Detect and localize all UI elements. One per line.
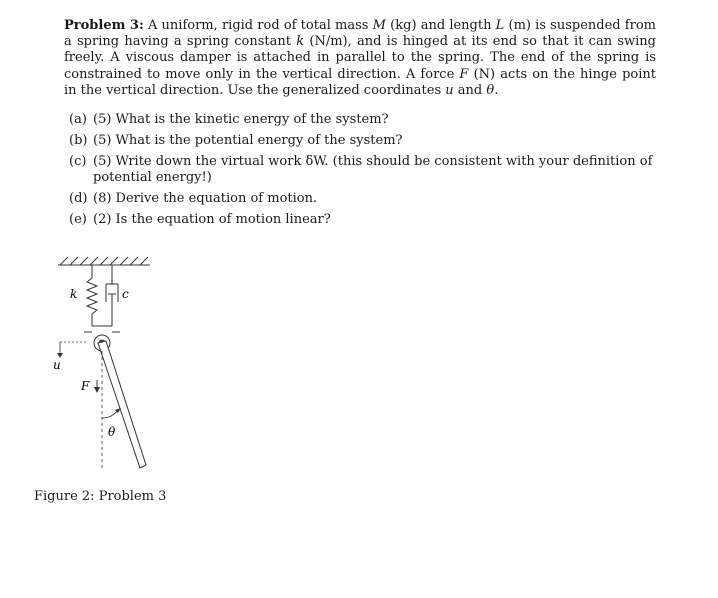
symbol-theta: θ bbox=[486, 82, 495, 98]
question-d bbox=[69, 191, 659, 207]
label-u: u bbox=[53, 358, 61, 372]
figure-caption: Figure 2: Problem 3 bbox=[34, 489, 167, 504]
symbol-k: k bbox=[296, 34, 305, 50]
problem-statement bbox=[64, 18, 656, 99]
question-b bbox=[69, 133, 659, 149]
problem-text: A uniform, rigid rod of total mass bbox=[143, 18, 373, 33]
question-label: (b) bbox=[69, 133, 88, 148]
u-reference bbox=[57, 342, 88, 358]
question-label: (c) bbox=[69, 154, 87, 169]
ceiling-support bbox=[58, 257, 150, 265]
problem-text: (N) acts on the hinge point in the vertical direction. Use the generalized coordinates bbox=[64, 66, 656, 98]
question-c bbox=[69, 154, 659, 186]
question-label: (a) bbox=[69, 112, 87, 127]
problem-text: (m) is suspended from a spring having a spring constant bbox=[64, 18, 656, 50]
label-k: k bbox=[70, 287, 78, 301]
label-c: c bbox=[122, 287, 129, 301]
symbol-u: u bbox=[445, 82, 454, 98]
spring bbox=[87, 265, 97, 326]
problem-text: (N/m), and is hinged at its end so that it can swing freely. A viscous damper is attached in parallel to the spring. The end of the spring is constrained to move only in the vertical direction. A force bbox=[64, 34, 656, 82]
label-theta: θ bbox=[108, 425, 116, 439]
label-F: F bbox=[81, 379, 90, 393]
symbol-force: F bbox=[459, 66, 469, 82]
problem-title: Problem 3: bbox=[64, 18, 144, 33]
damper bbox=[106, 265, 118, 326]
symbol-mass: M bbox=[372, 18, 386, 33]
symbol-length: L bbox=[495, 18, 505, 33]
question-label: (e) bbox=[69, 212, 87, 227]
question-list bbox=[69, 112, 659, 233]
problem-text: (kg) and length bbox=[385, 18, 496, 33]
question-text: (5) What is the potential energy of the system? bbox=[93, 133, 403, 148]
problem-text: . bbox=[494, 82, 499, 98]
force-arrow bbox=[94, 380, 100, 393]
theta-arc bbox=[102, 408, 121, 418]
hinge-bar bbox=[84, 326, 120, 332]
question-text: (8) Derive the equation of motion. bbox=[93, 191, 318, 206]
question-text: (5) Write down the virtual work δW. (this should be consistent with your definition of potential energy!) bbox=[93, 154, 653, 185]
problem-text: and bbox=[453, 82, 487, 98]
question-label: (d) bbox=[69, 191, 88, 206]
rod bbox=[98, 341, 146, 468]
question-e bbox=[69, 212, 659, 228]
question-text: (5) What is the kinetic energy of the system? bbox=[93, 112, 389, 127]
question-a bbox=[69, 112, 659, 128]
mechanism-figure bbox=[40, 240, 180, 475]
question-text: (2) Is the equation of motion linear? bbox=[93, 212, 331, 227]
